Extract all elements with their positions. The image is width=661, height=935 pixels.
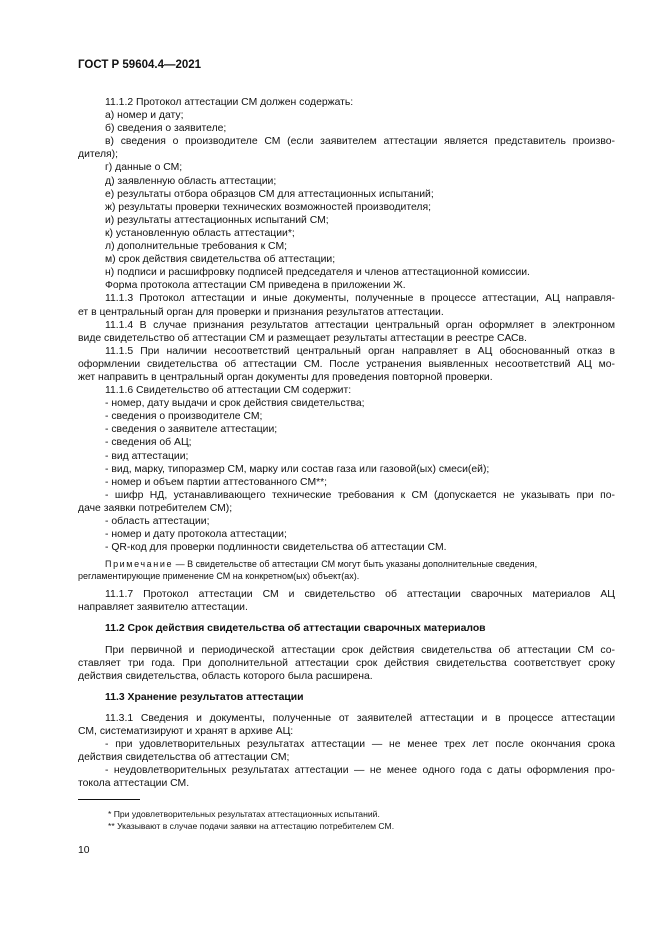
list-item: - вид, марку, типоразмер СМ, марку или состав газа или газовой(ых) смеси(ей); [105, 463, 490, 475]
list-item: д) заявленную область аттестации; [105, 175, 277, 187]
list-item: - номер и объем партии аттестованного СМ**; [105, 476, 328, 488]
list-item: к) установленную область аттестации*; [105, 227, 295, 239]
document-page [78, 58, 615, 831]
clause-11-1-5-line: оформлении свидетельства об аттестации СМ. После устранения выявленных несоответствий АЦ мо- [78, 358, 615, 370]
list-item: - вид аттестации; [105, 450, 189, 462]
list-item: н) подписи и расшифровку подписей председателя и членов аттестационной комиссии. [105, 267, 530, 279]
list-item: а) номер и дату; [105, 110, 184, 122]
list-item: - номер, дату выдачи и срок действия свидетельства; [105, 398, 365, 410]
footnote-divider [78, 799, 140, 800]
list-item: и) результаты аттестационных испытаний СМ; [105, 214, 329, 226]
list-item: - шифр НД, устанавливающего технические требования к СМ (допускается не указывать при по- [105, 489, 615, 501]
clause-11-1-6-intro: 11.1.6 Свидетельство об аттестации СМ содержит: [105, 385, 352, 397]
list-item: м) срок действия свидетельства об аттестации; [105, 254, 336, 266]
clause-11-1-3-line: ет в центральный орган для проверки и признания результатов аттестации. [78, 306, 444, 318]
section-11-3-line: 11.3.1 Сведения и документы, полученные от заявителей аттестации и в процессе аттестации [105, 712, 615, 724]
note-label: Примечание [105, 559, 174, 570]
note-line: регламентирующие применение СМ на конкретном(ых) объект(ах). [78, 571, 360, 582]
section-11-3-line: - неудовлетворительных результатах аттестации — не менее одного года с даты оформления про- [105, 765, 615, 777]
clause-11-1-4-line: виде свидетельство об аттестации СМ и размещает результаты аттестации в реестре САСв. [78, 332, 527, 344]
document-header: ГОСТ Р 59604.4—2021 [78, 59, 202, 71]
clause-11-1-7-line: направляет заявителю аттестации. [78, 602, 248, 614]
clause-11-1-5-line: жет направить в центральный орган документы для проведения повторной проверки. [78, 371, 493, 383]
section-11-2-title: 11.2 Срок действия свидетельства об аттестации сварочных материалов [105, 623, 486, 635]
clause-11-1-4-line: 11.1.4 В случае признания результатов аттестации центральный орган оформляет в электронном [105, 319, 615, 331]
page-number: 10 [78, 845, 90, 856]
note-line [78, 558, 615, 570]
form-reference: Форма протокола аттестации СМ приведена в приложении Ж. [105, 280, 406, 292]
clause-11-1-3-line: 11.1.3 Протокол аттестации и иные документы, полученные в процессе аттестации, АЦ направля- [105, 293, 615, 305]
list-item: - номер и дату протокола аттестации; [105, 529, 287, 541]
document-body [78, 96, 615, 832]
list-item: - QR-код для проверки подлинности свидетельства об аттестации СМ. [105, 542, 447, 554]
note-text: — В свидетельстве об аттестации СМ могут быть указаны дополнительные сведения, [173, 559, 538, 570]
list-item: е) результаты отбора образцов СМ для аттестационных испытаний; [105, 188, 434, 200]
clause-11-1-5-line: 11.1.5 При наличии несоответствий центральный орган направляет в АЦ обоснованный отказ в [105, 345, 615, 357]
list-item: - сведения о заявителе аттестации; [105, 424, 278, 436]
clause-11-1-7-line: 11.1.7 Протокол аттестации СМ и свидетельство об аттестации сварочных материалов АЦ [105, 589, 615, 601]
clause-11-1-2-intro: 11.1.2 Протокол аттестации СМ должен содержать: [105, 97, 354, 108]
section-11-3-line: - при удовлетворительных результатах аттестации — не менее трех лет после окончания срока [105, 739, 615, 751]
section-11-2-line: ставляет три года. При дополнительной аттестации срок действия свидетельства соответствует сроку [78, 657, 615, 669]
section-11-3-line: действия свидетельства об аттестации СМ; [78, 752, 290, 764]
section-11-3-line: токола аттестации СМ. [78, 778, 190, 790]
list-item-continuation: даче заявки потребителем СМ); [78, 502, 233, 514]
list-item: л) дополнительные требования к СМ; [105, 241, 287, 253]
list-item: ж) результаты проверки технических возможностей производителя; [105, 201, 431, 213]
note-block [78, 558, 615, 582]
list-item: - область аттестации; [105, 516, 210, 527]
list-item: - сведения о производителе СМ; [105, 411, 263, 423]
footnote: * При удовлетворительных результатах аттестационных испытаний. [108, 808, 380, 819]
list-item: г) данные о СМ; [105, 162, 183, 174]
list-item: в) сведения о производителе СМ (если заявителем аттестации является представитель произво- [105, 136, 615, 148]
section-11-3-title: 11.3 Хранение результатов аттестации [105, 691, 304, 703]
list-item: б) сведения о заявителе; [105, 123, 227, 135]
section-11-2-line: При первичной и периодической аттестации срок действия свидетельства об аттестации СМ со- [105, 644, 615, 656]
section-11-3-line: СМ, систематизируют и хранят в архиве АЦ: [78, 726, 294, 738]
footnote: ** Указывают в случае подачи заявки на аттестацию потребителем СМ. [108, 820, 395, 831]
list-item: - сведения об АЦ; [105, 437, 192, 449]
section-11-2-line: действия свидетельства, область которого была расширена. [78, 670, 373, 682]
list-item-continuation: дителя); [78, 149, 118, 161]
